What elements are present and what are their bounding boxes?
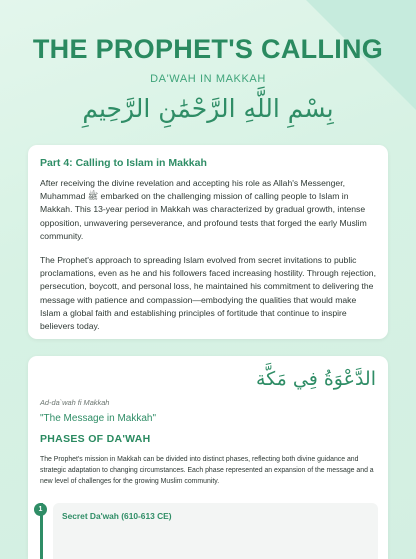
arabic-phrase: الدَّعْوَةُ فِي مَكَّة bbox=[255, 368, 376, 390]
basmala-calligraphy: بِسْمِ اللَّهِ الرَّحْمَٰنِ الرَّحِيمِ bbox=[82, 94, 334, 123]
message-caption: "The Message in Makkah" bbox=[40, 413, 157, 424]
phases-description: The Prophet's mission in Makkah can be divided into distinct phases, reflecting both divine guidance and strategic adaptation to changing circumstances. Each phase represented an expansion of the message and a new level of challenges for the growing Muslim community. bbox=[40, 456, 374, 485]
transliteration: Ad-da`wah fi Makkah bbox=[40, 398, 110, 407]
part4-paragraph-2: The Prophet's approach to spreading Islam evolved from secret invitations to public proclamations, even as he and his followers faced increasing hostility. Through rejection, persecution, boycott, and personal loss, he maintained his commitment to delivering the message with patience and compassion—embodying the qualities that would make Islam a global faith and establishing principles of fortitude that continue to inspire believers today. bbox=[40, 255, 376, 332]
timeline-marker: 1 bbox=[34, 503, 47, 516]
part4-paragraph-1: After receiving the divine revelation and accepting his role as Allah's Messenger, Muhammad ﷺ embarked on the challenging mission of calling people to Islam in Makkah. This 13-year period in Makkah was characterized by gradual growth, intense opposition, unwavering perseverance, and profound tests that forged the early Muslim community. bbox=[40, 178, 367, 241]
part4-card bbox=[28, 145, 388, 339]
phases-heading: PHASES OF DA'WAH bbox=[40, 433, 151, 445]
phase-item bbox=[53, 503, 378, 559]
page-title: THE PROPHET'S CALLING bbox=[32, 34, 384, 64]
part4-heading: Part 4: Calling to Islam in Makkah bbox=[40, 157, 207, 169]
phase-title: Secret Da'wah (610-613 CE) bbox=[62, 511, 172, 521]
page-subtitle: DA'WAH IN MAKKAH bbox=[150, 73, 266, 85]
